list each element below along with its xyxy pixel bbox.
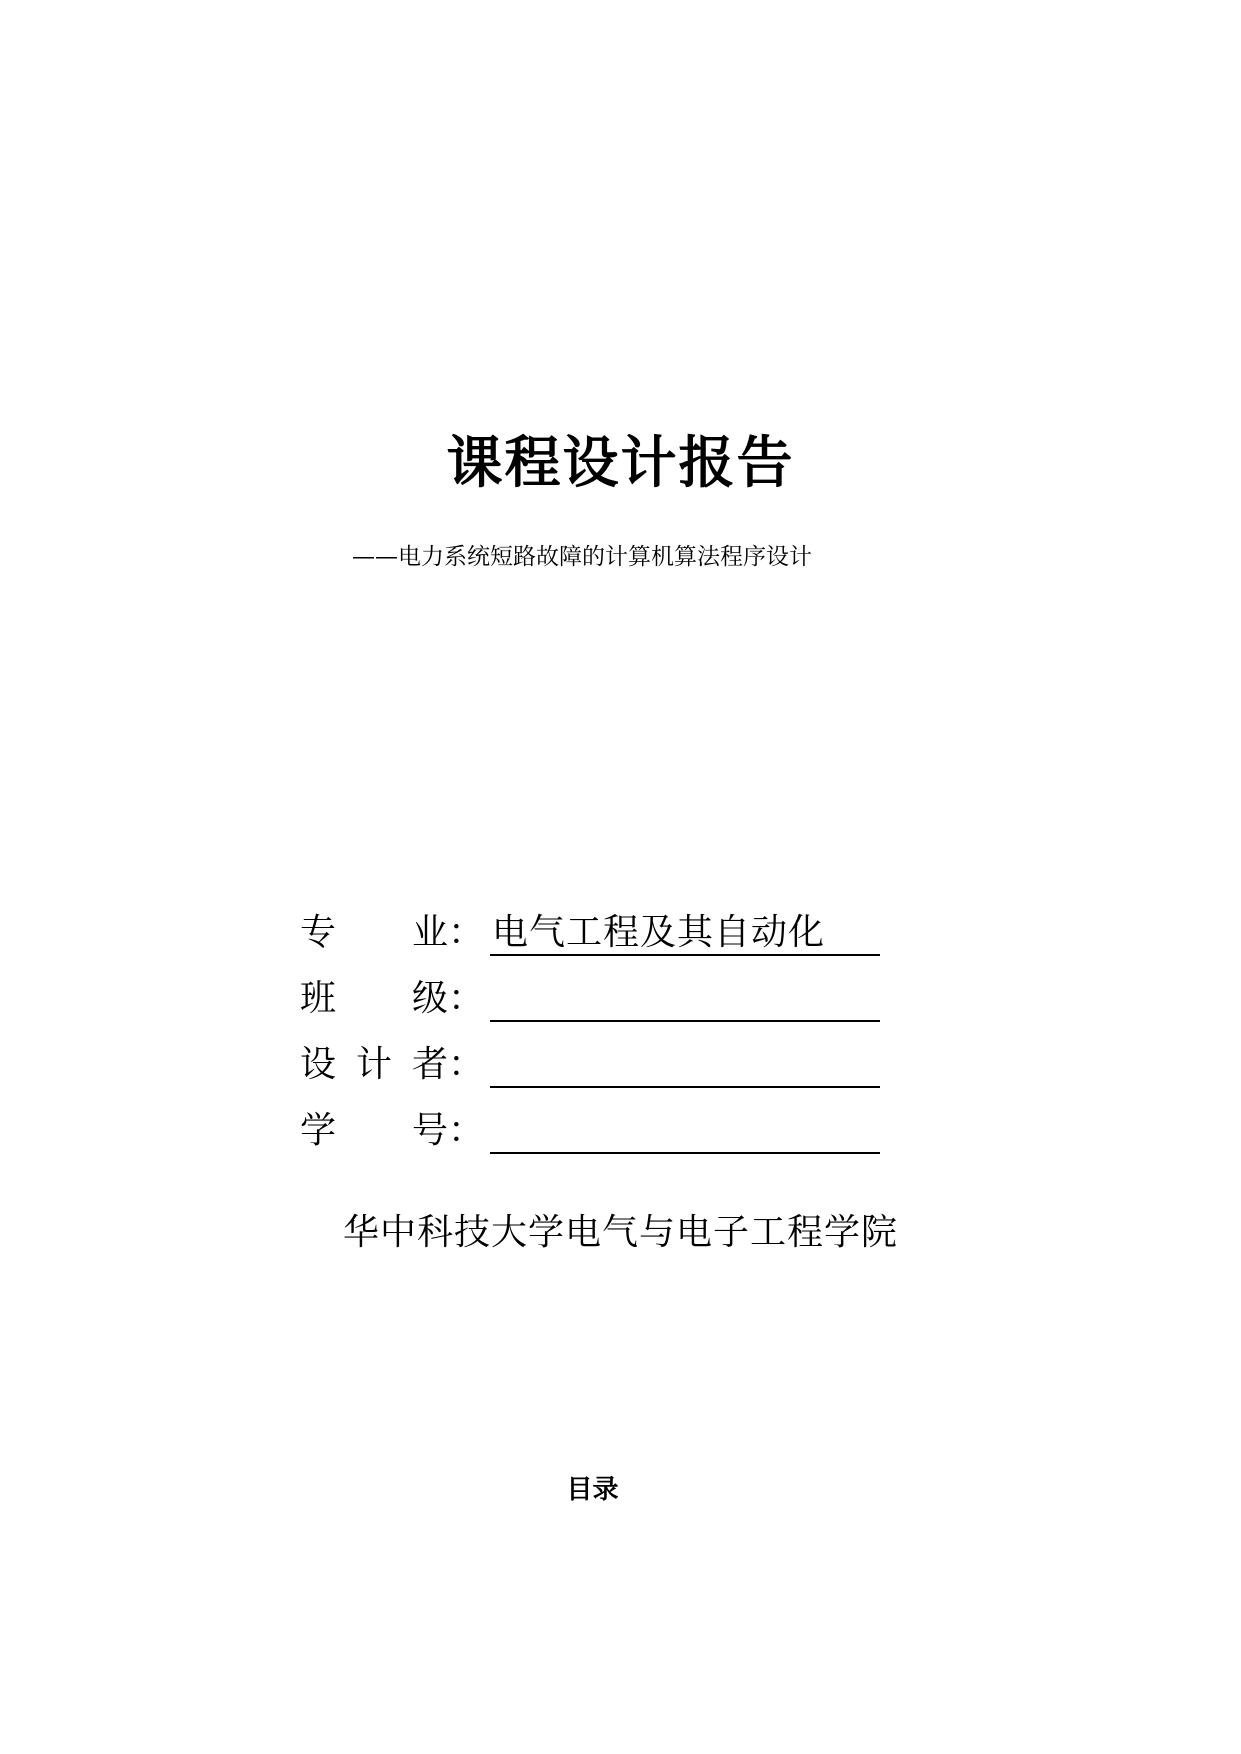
field-row-designer xyxy=(300,1040,900,1090)
field-row-student-id xyxy=(300,1106,900,1156)
field-value-student-id xyxy=(490,1106,880,1154)
field-row-major xyxy=(300,908,900,958)
label-colon: ： xyxy=(448,978,485,1019)
report-subtitle: ——电力系统短路故障的计算机算法程序设计 xyxy=(352,544,812,570)
label-char: 学 xyxy=(300,1110,337,1151)
field-value-major xyxy=(490,908,880,956)
label-char: 计 xyxy=(356,1044,393,1085)
toc-title: 目录 xyxy=(566,1475,619,1505)
label-colon: ： xyxy=(448,1044,485,1085)
field-value-class xyxy=(490,974,880,1022)
field-value-text: 电气工程及其自动化 xyxy=(492,912,826,953)
label-char: 设 xyxy=(300,1044,337,1085)
label-char: 班 xyxy=(300,978,337,1019)
label-char: 号 xyxy=(412,1110,449,1151)
label-char: 业 xyxy=(412,912,449,953)
field-value-designer xyxy=(490,1040,880,1088)
label-char: 级 xyxy=(412,978,449,1019)
field-row-class xyxy=(300,974,900,1024)
label-colon: ： xyxy=(448,1110,485,1151)
school-name: 华中科技大学电气与电子工程学院 xyxy=(342,1212,898,1253)
label-colon: ： xyxy=(448,912,485,953)
label-char: 专 xyxy=(300,912,337,953)
label-char: 者 xyxy=(412,1044,449,1085)
report-title: 课程设计报告 xyxy=(446,430,795,496)
